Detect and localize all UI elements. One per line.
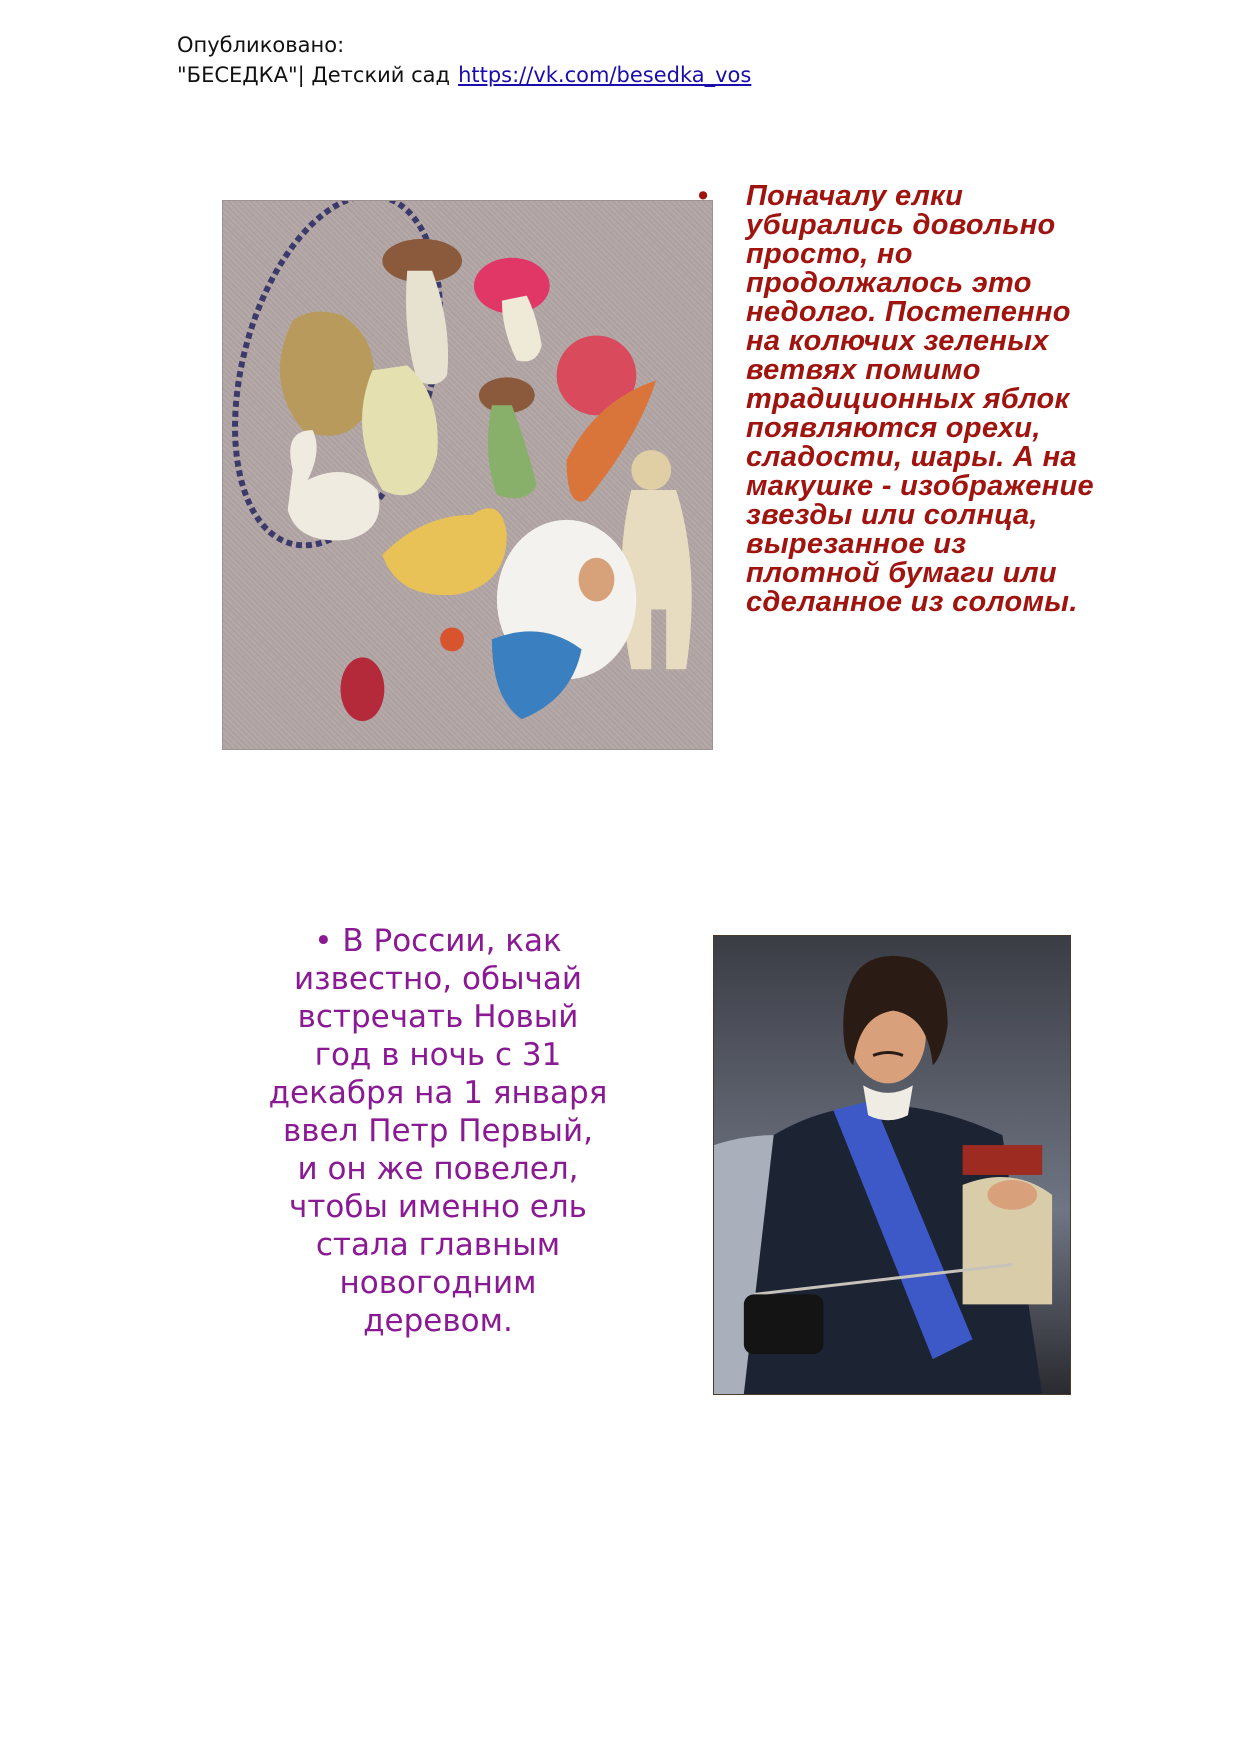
vk-link[interactable]: https://vk.com/besedka_vos	[458, 63, 752, 87]
published-label: Опубликовано:	[177, 33, 345, 57]
source-name: "БЕСЕДКА"| Детский сад	[177, 63, 451, 87]
publication-header	[177, 30, 751, 90]
toys-paragraph: Поначалу елки убирались довольно просто, но продолжалось это недолго. Постепенно на колючих зеленых ветвях помимо традиционных яблок появляются орехи, сладости, шары. А на макушке - изображение звезды или солнца, вырезанное из плотной бумаги или сделанное из соломы.	[746, 180, 1094, 618]
source-line	[177, 60, 751, 90]
peter-text: • В России, как известно, обычай встречать Новый год в ночь с 31 декабря на 1 января ввел Петр Первый, и он же повелел, чтобы именно ель стала главным новогодним деревом.	[268, 923, 608, 1339]
bullet: •	[698, 180, 709, 212]
peter-portrait-photo	[713, 935, 1071, 1395]
vintage-toys-photo	[222, 200, 713, 750]
toys-history-text	[698, 182, 1108, 617]
